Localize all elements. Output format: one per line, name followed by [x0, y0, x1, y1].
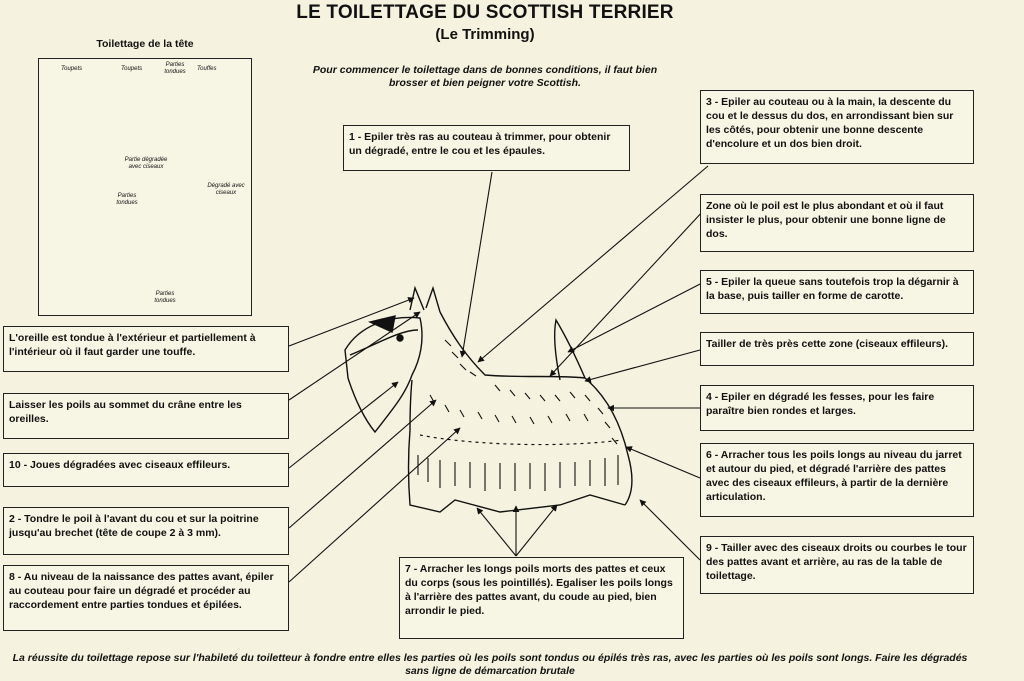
label-parties-tondues-3: Parties tondues [154, 291, 176, 304]
annotation-8: 8 - Au niveau de la naissance des pattes avant, épiler au couteau pour faire un dégradé et procéder au raccordement entre parties tondues et épilées. [3, 565, 289, 631]
annotation-laisser: Laisser les poils au sommet du crâne entre les oreilles. [3, 393, 289, 439]
label-parties-tondues-1: Parties tondues [164, 62, 186, 75]
annotation-9: 9 - Tailler avec des ciseaux droits ou courbes le tour des pattes avant et arrière, au ras de la table de toilettage. [700, 536, 974, 594]
annotation-zone: Zone où le poil est le plus abondant et où il faut insister le plus, pour obtenir une bonne ligne de dos. [700, 194, 974, 252]
annotation-2: 2 - Tondre le poil à l'avant du cou et sur la poitrine jusqu'au brechet (tête de coupe 2 à 3 mm). [3, 507, 289, 555]
annotation-4: 4 - Epiler en dégradé les fesses, pour les faire paraître bien rondes et larges. [700, 385, 974, 431]
footer-note: La réussite du toilettage repose sur l'habileté du toiletteur à fondre entre elles les parties où les poils sont tondus ou épilés très ras, avec les parties où les poils sont longs. Faire les dégradés sans ligne de démarcation brutale [12, 652, 968, 677]
label-touffes: Touffes [197, 66, 217, 72]
annotation-1: 1 - Epiler très ras au couteau à trimmer, pour obtenir un dégradé, entre le cou et les épaules. [343, 125, 630, 171]
head-panel-title: Toilettage de la tête [96, 38, 194, 50]
annotation-7: 7 - Arracher les longs poils morts des pattes et ceux du corps (sous les pointillés). Egaliser les poils longs à l'arrière des pattes avant, du coude au pied, bien arrondir le pied. [399, 557, 684, 639]
label-parties-tondues-2: Parties tondues [116, 193, 138, 206]
annotation-3: 3 - Epiler au couteau ou à la main, la descente du cou et le dessus du dos, en arrondissant bien sur les côtés, pour obtenir une bonne descente d'encolure et un dos bien droit. [700, 90, 974, 164]
label-toupets-1: Toupets [61, 66, 83, 72]
page-title: LE TOILETTAGE DU SCOTTISH TERRIER [296, 2, 674, 23]
annotation-10: 10 - Joues dégradées avec ciseaux effileurs. [3, 453, 289, 487]
head-panel [38, 58, 252, 316]
scottish-terrier-drawing [345, 288, 632, 512]
annotation-tailler: Tailler de très près cette zone (ciseaux effileurs). [700, 332, 974, 366]
annotation-oreille: L'oreille est tondue à l'extérieur et partiellement à l'intérieur où il faut garder une touffe. [3, 326, 289, 372]
annotation-5: 5 - Epiler la queue sans toutefois trop la dégarnir à la base, puis tailler en forme de carotte. [700, 270, 974, 314]
label-degrade-ciseaux: Dégradé avec ciseaux [207, 183, 245, 196]
label-toupets-2: Toupets [121, 66, 143, 72]
intro-text: Pour commencer le toilettage dans de bonnes conditions, il faut bien brosser et bien peigner votre Scottish. [312, 64, 658, 89]
annotation-6: 6 - Arracher tous les poils longs au niveau du jarret et autour du pied, et dégradé l'arrière des pattes avec des ciseaux effileurs, à partir de la dernière articulation. [700, 443, 974, 517]
page-subtitle: (Le Trimming) [435, 26, 535, 43]
label-partie-degradee: Partie dégradée avec ciseaux [124, 157, 168, 170]
